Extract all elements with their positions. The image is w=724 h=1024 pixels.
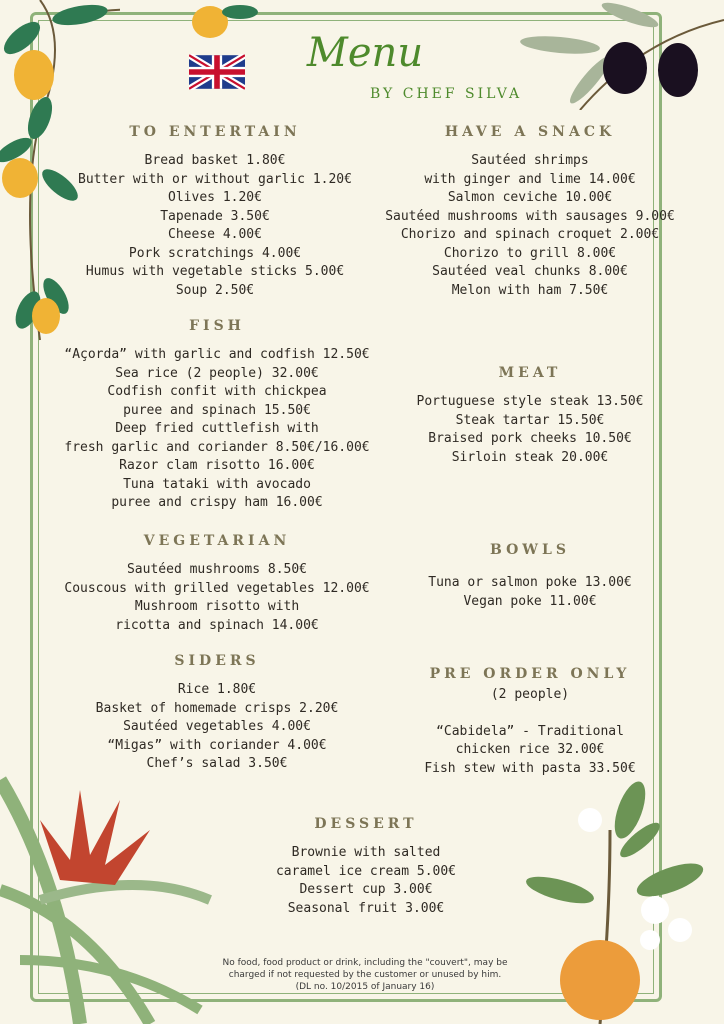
menu-item: “Açorda” with garlic and codfish 12.50€: [64, 347, 370, 362]
section-dessert: [216, 816, 516, 918]
section-to-entertain: [60, 124, 370, 300]
menu-item: Olives 1.20€: [168, 190, 262, 205]
menu-item: Portuguese style steak 13.50€: [416, 394, 644, 409]
legal-note-line: No food, food product or drink, including the "couvert", may be: [222, 958, 508, 968]
menu-item: Sautéed mushrooms 8.50€: [126, 562, 307, 577]
menu-item: Tuna or salmon poke 13.00€: [428, 575, 632, 590]
menu-item: Steak tartar 15.50€: [455, 412, 605, 428]
menu-item: Melon with ham 7.50€: [451, 282, 609, 298]
menu-item: Chef’s salad 3.50€: [146, 756, 288, 771]
legal-note-line: charged if not requested by the customer or unused by him.: [228, 970, 502, 980]
menu-item: Couscous with grilled vegetables 12.00€: [64, 580, 370, 596]
menu-item: Rice 1.80€: [177, 682, 257, 697]
menu-item: Sautéed shrimps: [471, 153, 589, 168]
menu-item: Fish stew with pasta 33.50€: [424, 760, 636, 776]
menu-item: Codfish confit with chickpea: [107, 384, 327, 399]
menu-item: Deep fried cuttlefish with: [115, 421, 319, 436]
section-title: HAVE A SNACK: [444, 124, 616, 140]
menu-item: Chorizo to grill 8.00€: [443, 245, 617, 261]
menu-item: Soup 2.50€: [175, 282, 255, 298]
menu-item: ricotta and spinach 14.00€: [115, 617, 319, 633]
menu-item: chicken rice 32.00€: [455, 742, 605, 757]
menu-item: Tapenade 3.50€: [160, 208, 270, 224]
menu-item: Sea rice (2 people) 32.00€: [115, 365, 319, 381]
menu-item: Butter with or without garlic 1.20€: [78, 171, 352, 187]
menu-item: Vegan poke 11.00€: [463, 593, 597, 609]
menu-item: Tuna tataki with avocado: [123, 476, 311, 492]
menu-item: “Cabidela” - Traditional: [436, 723, 624, 739]
section-title: BOWLS: [490, 542, 570, 558]
legal-note: [160, 957, 570, 993]
section-title: FISH: [189, 318, 245, 334]
section-vegetarian: [52, 533, 382, 635]
menu-item: Sautéed veal chunks 8.00€: [432, 264, 628, 279]
menu-item: Mushroom risotto with: [134, 599, 300, 614]
legal-note-line: (DL no. 10/2015 of January 16): [295, 982, 435, 992]
menu-item: puree and crispy ham 16.00€: [111, 495, 323, 510]
menu-item: Chorizo and spinach croquet 2.00€: [400, 227, 660, 242]
menu-item: Seasonal fruit 3.00€: [287, 900, 445, 916]
menu-item: fresh garlic and coriander 8.50€/16.00€: [64, 439, 370, 455]
menu-item: Razor clam risotto 16.00€: [119, 458, 315, 473]
section-title: MEAT: [498, 365, 562, 381]
menu-item: Braised pork cheeks 10.50€: [428, 431, 632, 446]
olive-branch-decoration: [520, 0, 724, 110]
menu-item: Sautéed vegetables 4.00€: [123, 719, 311, 734]
section-fish: [52, 318, 382, 513]
menu-item: Basket of homemade crisps 2.20€: [95, 700, 339, 716]
menu-item: Sautéed mushrooms with sausages 9.00€: [385, 208, 675, 224]
section-meat: [380, 365, 680, 467]
lemon-top-decoration: [180, 0, 260, 45]
uk-flag-icon[interactable]: [189, 54, 245, 90]
section-have-a-snack: [370, 124, 690, 300]
section-title: TO ENTERTAIN: [129, 124, 301, 140]
menu-title: Menu: [306, 30, 424, 76]
section-pre-order-only: [380, 666, 680, 778]
menu-item: Brownie with salted: [291, 845, 441, 860]
menu-item: with ginger and lime 14.00€: [424, 171, 636, 187]
section-bowls: [380, 542, 680, 611]
menu-item: puree and spinach 15.50€: [123, 402, 311, 418]
menu-item: caramel ice cream 5.00€: [275, 863, 456, 879]
menu-item: Sirloin steak 20.00€: [451, 449, 609, 465]
menu-item: Dessert cup 3.00€: [299, 882, 433, 897]
section-subtitle: (2 people): [490, 687, 570, 702]
section-title: VEGETARIAN: [143, 533, 291, 549]
menu-item: Bread basket 1.80€: [144, 153, 286, 168]
section-title: SIDERS: [174, 653, 260, 669]
menu-item: “Migas” with coriander 4.00€: [107, 737, 327, 753]
section-title: PRE ORDER ONLY: [429, 666, 631, 682]
chef-byline: BY CHEF SILVA: [370, 86, 523, 102]
section-title: DESSERT: [314, 816, 418, 832]
menu-item: Salmon ceviche 10.00€: [447, 190, 613, 205]
menu-item: Humus with vegetable sticks 5.00€: [85, 264, 345, 279]
menu-item: Cheese 4.00€: [168, 227, 262, 242]
section-siders: [52, 653, 382, 774]
menu-item: Pork scratchings 4.00€: [128, 245, 302, 261]
